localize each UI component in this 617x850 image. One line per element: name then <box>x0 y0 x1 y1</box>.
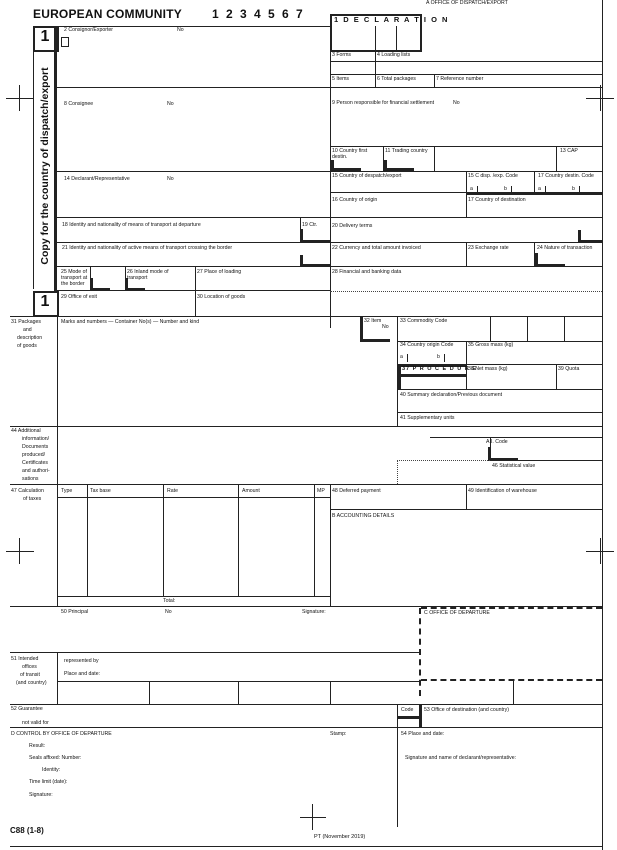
line <box>397 460 490 461</box>
stamp-label: Stamp: <box>330 731 347 737</box>
total-packages-label: 6 Total packages <box>377 76 416 82</box>
transport-border-label: 21 Identity and nationality of active means of transport crossing the border <box>62 245 233 251</box>
country-origin-code-label: 34 Country origin Code <box>400 342 454 348</box>
code-b-2: b <box>572 186 575 192</box>
principal-label: 50 Principal <box>61 609 89 615</box>
consignor-no: No <box>177 27 184 33</box>
tick <box>300 229 303 240</box>
tick <box>578 240 602 243</box>
line <box>330 146 602 147</box>
code-a: a <box>470 186 473 192</box>
line <box>490 316 491 341</box>
calculation-taxes-label-1: 47 Calculation <box>11 488 44 494</box>
line <box>56 171 602 172</box>
packages-label-3: description <box>17 335 43 341</box>
ai-code-label: A.I. Code <box>486 439 508 445</box>
form-version: PT (November 2019) <box>314 834 366 840</box>
net-mass-label: 38 Net mass (kg) <box>468 366 508 372</box>
tick <box>511 186 512 192</box>
location-goods-label: 30 Location of goods <box>197 294 246 300</box>
line <box>314 484 315 596</box>
line <box>397 460 398 484</box>
consignee-no: No <box>167 101 174 107</box>
form-code: C88 (1-8) <box>10 826 44 835</box>
office-destination-label: 53 Office of destination (and country) <box>424 707 509 713</box>
line <box>10 484 602 485</box>
tick <box>545 186 546 192</box>
tick <box>579 186 580 192</box>
control-office-label: D CONTROL BY OFFICE OF DEPARTURE <box>11 731 112 737</box>
declarant-signature-label: Signature and name of declarant/representative: <box>405 755 517 761</box>
procedure-label: 37 P R O C E D U R E <box>402 366 477 372</box>
line <box>490 460 602 461</box>
items-label: 5 Items <box>332 76 350 82</box>
line <box>397 412 602 413</box>
commodity-code-label: 33 Commodity Code <box>400 318 448 324</box>
place-date-label: Place and date: <box>64 671 101 677</box>
decl-divider-1 <box>375 26 376 50</box>
identity-label: Identity: <box>42 767 61 773</box>
additional-info-label-5: Certificates <box>22 460 48 466</box>
tick <box>300 264 330 267</box>
principal-no: No <box>165 609 172 615</box>
marks-label: Marks and numbers — Container No(s) — Number and kind <box>61 319 200 325</box>
line <box>163 484 164 596</box>
line <box>430 437 602 438</box>
line <box>466 484 467 509</box>
code-b: b <box>504 186 507 192</box>
origin-code-a: a <box>400 354 403 360</box>
tick <box>535 264 565 267</box>
copy-number-bottom: 1 <box>40 293 50 310</box>
forms-label: 3 Forms <box>332 52 352 58</box>
tick <box>407 354 408 362</box>
line <box>149 681 150 704</box>
additional-info-label-6: and authori- <box>22 468 50 474</box>
line <box>330 681 331 704</box>
line <box>10 727 602 728</box>
line <box>434 74 435 87</box>
line <box>330 74 602 75</box>
line <box>564 316 565 341</box>
right-border <box>602 0 603 850</box>
financial-settlement-label: 9 Person responsible for financial settlement <box>332 100 435 106</box>
line <box>57 316 58 606</box>
line <box>466 341 467 389</box>
trading-country-label: 11 Trading country <box>385 148 428 154</box>
result-label: Result: <box>29 743 46 749</box>
tick <box>125 288 145 291</box>
packages-label-1: 31 Packages <box>11 319 41 325</box>
gross-mass-label: 35 Gross mass (kg) <box>468 342 514 348</box>
origin-code-b: b <box>437 354 440 360</box>
inland-mode-label: 26 Inland mode of transport <box>127 269 169 281</box>
reference-number-label: 7 Reference number <box>436 76 484 82</box>
form-title: EUROPEAN COMMUNITY <box>33 7 182 21</box>
line <box>57 596 330 597</box>
transit-label-1: 51 Intended <box>11 656 39 662</box>
code-a-2: a <box>538 186 541 192</box>
consignor-label: 2 Consignor/Exporter <box>64 27 114 33</box>
procedure-box-mid <box>398 374 466 377</box>
tax-col-rate: Rate <box>167 488 178 494</box>
packages-label-2: and <box>23 327 32 333</box>
additional-info-label-3: Documents <box>22 444 49 450</box>
line <box>330 509 602 510</box>
line <box>397 389 602 390</box>
tick <box>331 168 361 171</box>
declarant-label: 14 Declarant/Representative <box>64 176 130 182</box>
consignee-label: 8 Consignee <box>64 101 94 107</box>
line <box>534 171 535 193</box>
tick <box>477 186 478 192</box>
tick <box>90 288 110 291</box>
office-exit-label: 29 Office of exit <box>61 294 97 300</box>
transit-label-2: offices <box>22 664 37 670</box>
item-label: 32 Item <box>364 318 382 324</box>
seals-label: Seals affixed: Number: <box>29 755 82 761</box>
warehouse-label: 49 Identification of warehouse <box>468 488 537 494</box>
line <box>10 704 602 705</box>
c-office-label: C OFFICE OF DEPARTURE <box>424 610 490 616</box>
supplementary-units-label: 41 Supplementary units <box>400 415 455 421</box>
copy-side-label: Copy for the country of dispatch/export <box>39 67 51 265</box>
tax-col-base: Tax base <box>90 488 111 494</box>
additional-info-label-7: sations <box>22 476 39 482</box>
summary-declaration-label: 40 Summary declaration/Previous document <box>400 392 503 398</box>
ctr-label: 19 Ctr. <box>302 222 318 228</box>
tick <box>444 354 445 362</box>
declaration-label: 1 D E C L A R A T I O N <box>334 15 449 24</box>
line <box>195 266 196 316</box>
line <box>330 291 602 292</box>
line <box>56 87 602 88</box>
line <box>10 316 602 317</box>
line <box>434 146 435 171</box>
tick <box>384 168 414 171</box>
country-first-destin-label: 10 Country first destin. <box>332 148 368 160</box>
line <box>10 652 420 653</box>
not-valid-label: not valid for <box>22 720 49 726</box>
line <box>527 316 528 341</box>
disp-exp-code-label: 15 C disp. /exp. Code <box>468 173 518 179</box>
packages-label-4: of goods <box>17 343 37 349</box>
tick <box>360 339 390 342</box>
line <box>87 484 88 596</box>
line <box>513 681 514 704</box>
country-origin-label: 16 Country of origin <box>332 197 378 203</box>
place-loading-label: 27 Place of loading <box>197 269 242 275</box>
tax-col-mp: MP <box>317 488 325 494</box>
transit-label-3: of transit <box>20 672 40 678</box>
transport-departure-label: 18 Identity and nationality of means of transport at departure <box>62 222 201 228</box>
additional-info-label-1: 44 Additional <box>11 428 41 434</box>
line <box>397 727 398 827</box>
tax-total-label: Total: <box>163 598 176 604</box>
statistical-value-label: 46 Statistical value <box>492 463 536 469</box>
country-destin-code-label: 17 Country destin. Code <box>538 173 594 179</box>
deferred-payment-label: 48 Deferred payment <box>332 488 381 494</box>
transport-mode-border-label: 25 Mode of transport at the border <box>61 269 88 287</box>
additional-info-label-2: information/ <box>22 436 50 442</box>
item-no: No <box>382 324 389 330</box>
exchange-rate-label: 23 Exchange rate <box>468 245 509 251</box>
financial-banking-label: 28 Financial and banking data <box>332 269 402 275</box>
line <box>556 364 557 389</box>
tick <box>397 716 421 719</box>
loading-lists-label: 4 Loading lists <box>377 52 411 58</box>
tax-col-amount: Amount <box>242 488 260 494</box>
code-label: Code <box>401 707 414 713</box>
box-a-label: A OFFICE OF DISPATCH/EXPORT <box>426 0 508 6</box>
line <box>466 242 467 266</box>
copy-numbers: 1 2 3 4 5 6 7 <box>212 7 305 21</box>
tick <box>300 240 330 243</box>
consignor-checkbox[interactable] <box>61 37 69 47</box>
declarant-no: No <box>167 176 174 182</box>
c-office-dashed-top <box>421 607 602 609</box>
nature-transaction-label: 24 Nature of transaction <box>537 245 593 251</box>
line <box>375 50 376 87</box>
transit-label-4: (and country) <box>16 680 47 686</box>
line <box>238 681 239 704</box>
financial-settlement-no: No <box>453 100 460 106</box>
line <box>238 484 239 596</box>
line <box>556 146 557 171</box>
additional-info-label-4: produced/ <box>22 452 46 458</box>
copy-number-top: 1 <box>40 28 50 45</box>
control-signature-label: Signature: <box>29 792 53 798</box>
guarantee-label: 52 Guarantee <box>11 706 43 712</box>
line <box>10 426 602 427</box>
line <box>56 217 602 218</box>
line <box>57 497 330 498</box>
time-limit-label: Time limit (date): <box>29 779 68 785</box>
line <box>10 846 602 847</box>
line <box>57 652 58 704</box>
decl-divider-2 <box>396 26 397 50</box>
calculation-taxes-label-2: of taxes <box>23 496 42 502</box>
currency-amount-label: 22 Currency and total amount invoiced <box>332 245 421 251</box>
delivery-terms-label: 20 Delivery terms <box>332 223 373 229</box>
place-date-54-label: 54 Place and date: <box>401 731 445 737</box>
c-office-dashed-bottom <box>421 679 602 681</box>
line <box>330 61 602 62</box>
copy-strip-left <box>33 48 34 289</box>
quota-label: 39 Quota <box>558 366 580 372</box>
accounting-details-label: B ACCOUNTING DETAILS <box>332 513 395 519</box>
country-despatch-label: 15 Country of despatch/export <box>332 173 402 179</box>
line <box>466 171 467 217</box>
country-destination-label: 17 Country of destination <box>468 197 526 203</box>
principal-signature-label: Signature: <box>302 609 326 615</box>
tax-col-type: Type <box>61 488 73 494</box>
represented-by-label: represented by <box>64 658 99 664</box>
cap-label: 13 CAP <box>560 148 578 154</box>
line <box>330 484 331 606</box>
